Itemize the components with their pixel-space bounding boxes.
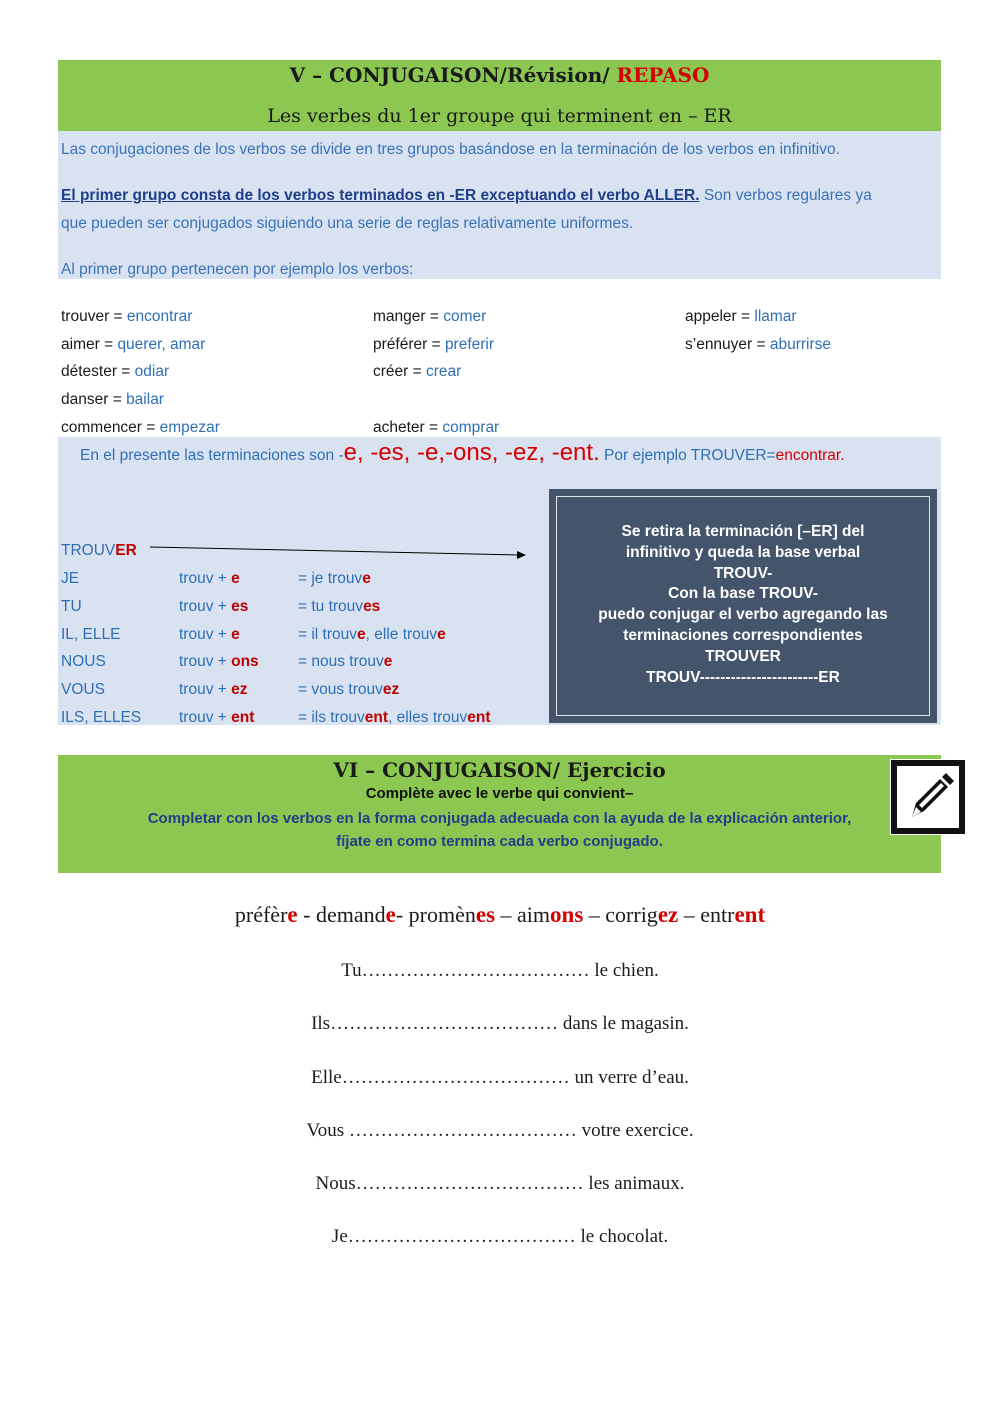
word-bank-item: corrigez –: [605, 902, 701, 927]
intro-line-2-strong: El primer grupo consta de los verbos terminados en -ER exceptuando el verbo ALLER.: [61, 187, 700, 204]
endings-list: e, -es, -e,-ons, -ez, -ent.: [343, 439, 600, 466]
conj-result: = ils trouvent, elles trouvent: [298, 709, 491, 726]
vocab-item: acheter = comprar: [373, 419, 500, 436]
word-bank-item: demande-: [315, 902, 409, 927]
conj-result: = nous trouve: [298, 653, 393, 670]
exercise-sentence: Elle……………………………… un verre d’eau.: [311, 1067, 689, 1088]
section6-instruction-fr: Complète avec le verbe qui convient–: [365, 785, 634, 802]
conj-result: = tu trouves: [298, 598, 381, 615]
verb-infinitive: TROUVER: [61, 542, 137, 559]
conj-stem: trouv + ent: [179, 709, 255, 726]
intro-line-3: que pueden ser conjugados siguiendo una serie de reglas relativamente uniformes.: [61, 215, 634, 232]
conj-pronoun: VOUS: [61, 681, 105, 698]
exercise-sentence: Vous ……………………………… votre exercice.: [306, 1120, 694, 1141]
section5-header: [58, 60, 941, 131]
conj-stem: trouv + ez: [179, 681, 248, 698]
vocab-item: aimer = querer, amar: [61, 336, 206, 353]
conj-pronoun: JE: [61, 570, 80, 587]
exercise-sentence: Ils……………………………… dans le magasin.: [311, 1013, 689, 1034]
vocab-item: appeler = llamar: [685, 308, 797, 325]
conj-stem: trouv + e: [179, 570, 240, 587]
section6-header: [58, 755, 941, 873]
vocab-item: s’ennuyer = aburrirse: [685, 336, 832, 353]
intro-line-1: Las conjugaciones de los verbos se divide en tres grupos basándose en la terminación de los verbos en infinitivo.: [61, 141, 840, 158]
word-bank: [0, 902, 1000, 928]
arrow-icon: [148, 541, 530, 561]
conj-stem: trouv + ons: [179, 653, 259, 670]
exercise-sentence: Nous……………………………… les animaux.: [315, 1173, 685, 1194]
exercise-sentence: Je……………………………… le chocolat.: [331, 1226, 669, 1247]
endings-example: Por ejemplo TROUVER=: [599, 447, 776, 464]
section6-instruction-es: Completar con los verbos en la forma conjugada adecuada con la ayuda de la explicación anterior, fíjate en como termina cada verbo conjugado.: [147, 810, 852, 850]
word-bank-item: promènes –: [408, 902, 518, 927]
explanation-text: Se retira la terminación [–ER] del infinitivo y queda la base verbal TROUV- Con la base TROUV- puedo conjugar el verbo agregando las terminaciones correspondientes TROUVER TROUV-----------------------ER: [598, 523, 888, 686]
endings-example-red: encontrar.: [775, 447, 845, 464]
section5-title: [58, 63, 941, 87]
intro-line-2-rest: Son verbos regulares ya: [699, 187, 872, 204]
intro-line-2: [61, 187, 872, 205]
vocab-item: créer = crear: [373, 363, 462, 380]
explanation-box: [549, 489, 937, 723]
conj-pronoun: ILS, ELLES: [61, 709, 142, 726]
conj-pronoun: NOUS: [61, 653, 106, 670]
conj-result: = vous trouvez: [298, 681, 400, 698]
endings-prefix: En el presente las terminaciones son -: [80, 447, 344, 464]
intro-block: [58, 131, 941, 279]
endings-line: [80, 439, 845, 467]
intro-line-4: Al primer grupo pertenecen por ejemplo los verbos:: [61, 261, 414, 278]
conj-stem: trouv + e: [179, 626, 240, 643]
conj-result: = il trouve, elle trouve: [298, 626, 446, 643]
vocab-item: préférer = preferir: [373, 336, 495, 353]
section5-title-red: REPASO: [616, 63, 710, 87]
conj-pronoun: TU: [61, 598, 82, 615]
vocab-item: trouver = encontrar: [61, 308, 193, 325]
vocab-item: détester = odiar: [61, 363, 170, 380]
word-bank-item: préfère -: [234, 902, 316, 927]
word-bank-item: entrent: [700, 902, 766, 927]
conj-result: = je trouve: [298, 570, 371, 587]
exercise-sentence: Tu……………………………… le chien.: [341, 960, 659, 981]
vocab-item: manger = comer: [373, 308, 487, 325]
vocab-item: danser = bailar: [61, 391, 164, 408]
conj-pronoun: IL, ELLE: [61, 626, 121, 643]
section6-title: VI – CONJUGAISON/ Ejercicio: [333, 758, 666, 782]
section5-subtitle: Les verbes du 1er groupe qui terminent en – ER: [267, 105, 732, 127]
conj-stem: trouv + es: [179, 598, 249, 615]
word-bank-item: aimons –: [517, 902, 606, 927]
pencil-edit-icon: [890, 759, 966, 835]
section5-title-main: V – CONJUGAISON/Révision/: [289, 63, 610, 87]
vocab-item: commencer = empezar: [61, 419, 220, 436]
